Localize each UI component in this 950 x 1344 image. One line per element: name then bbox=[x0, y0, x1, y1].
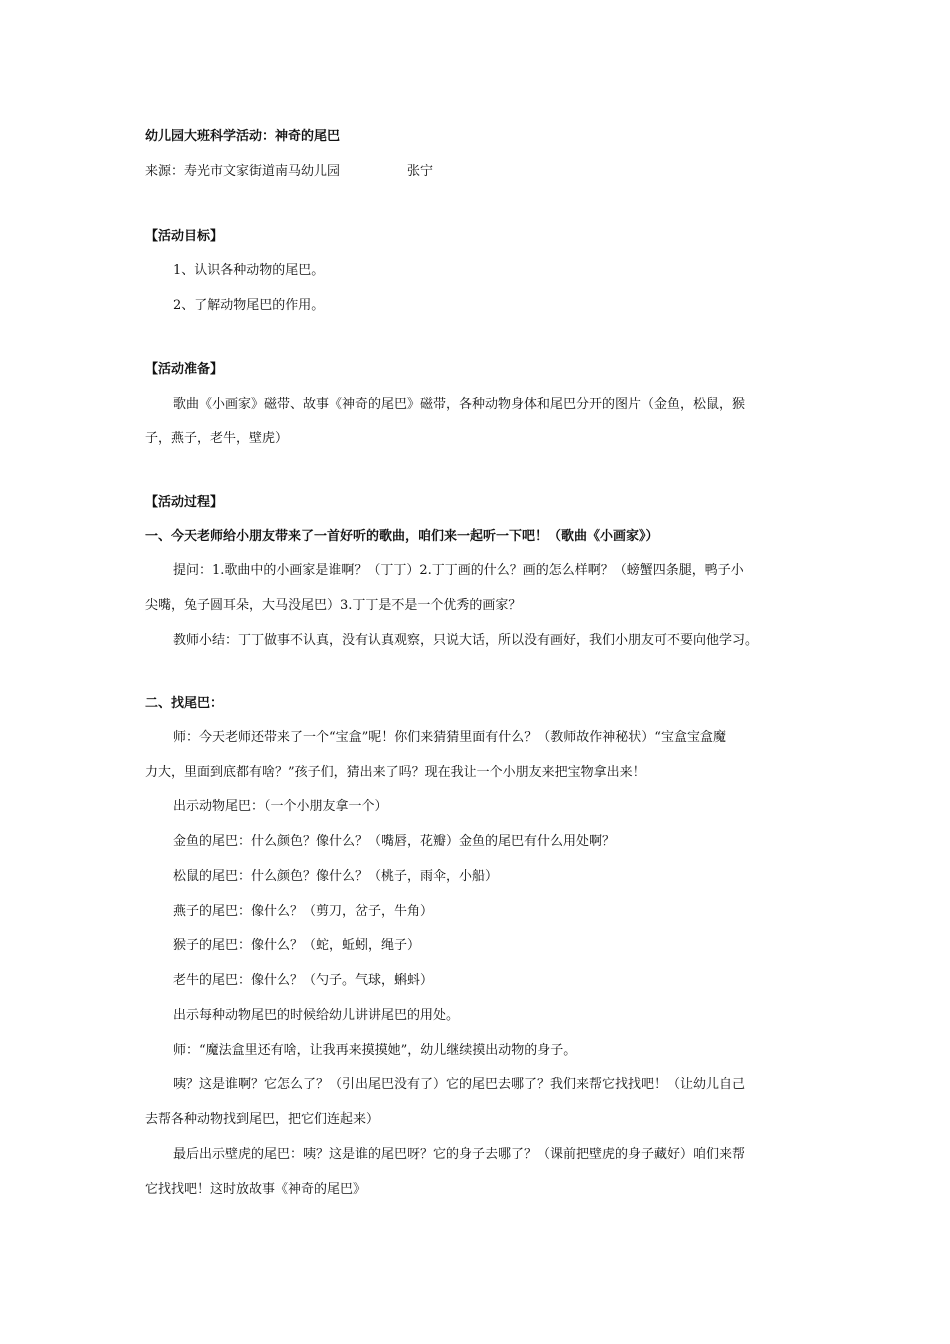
section-two-line: 松鼠的尾巴：什么颜色？像什么？（桃子，雨伞，小船） bbox=[173, 869, 499, 884]
goals-heading: 【活动目标】 bbox=[145, 229, 224, 244]
section-two-line: 猴子的尾巴：像什么？（蛇，蚯蚓，绳子） bbox=[173, 938, 421, 953]
process-heading: 【活动过程】 bbox=[145, 495, 224, 510]
preparation-text-line: 子，燕子，老牛，壁虎） bbox=[145, 431, 289, 446]
section-two-line: 金鱼的尾巴：什么颜色？像什么？（嘴唇，花瓣）金鱼的尾巴有什么用处啊？ bbox=[173, 834, 616, 849]
source-label: 来源：寿光市文家街道南马幼儿园 bbox=[145, 164, 341, 179]
section-two-line: 老牛的尾巴：像什么？（勺子。气球，蝌蚪） bbox=[173, 973, 434, 988]
section-two-line: 去帮各种动物找到尾巴，把它们连起来） bbox=[145, 1112, 380, 1127]
preparation-text-line: 歌曲《小画家》磁带、故事《神奇的尾巴》磁带，各种动物身体和尾巴分开的图片（金鱼，松鼠，猴 bbox=[173, 397, 746, 412]
section-one-line: 提问：1.歌曲中的小画家是谁啊？（丁丁）2.丁丁画的什么？画的怎么样啊？（螃蟹四条腿，鸭子小 bbox=[173, 563, 744, 578]
section-one-line: 教师小结：丁丁做事不认真，没有认真观察，只说大话，所以没有画好，我们小朋友可不要向他学习。 bbox=[173, 633, 759, 648]
source-line bbox=[145, 163, 434, 181]
goal-item: 1、认识各种动物的尾巴。 bbox=[173, 263, 325, 278]
section-two-line: 力大，里面到底都有啥？”孩子们，猜出来了吗？现在我让一个小朋友来把宝物拿出来！ bbox=[145, 765, 646, 780]
section-two-title: 二、找尾巴： bbox=[145, 696, 224, 711]
section-two-line: 师：“魔法盒里还有啥，让我再来摸摸她”，幼儿继续摸出动物的身子。 bbox=[173, 1043, 577, 1058]
section-two-line: 最后出示壁虎的尾巴：咦？这是谁的尾巴呀？它的身子去哪了？（课前把壁虎的身子藏好）咱们来帮 bbox=[173, 1147, 746, 1162]
author-name: 张宁 bbox=[407, 164, 434, 179]
section-one-line: 尖嘴，兔子圆耳朵，大马没尾巴）3.丁丁是不是一个优秀的画家？ bbox=[145, 598, 522, 613]
section-two-line: 师：今天老师还带来了一个“宝盒”呢！你们来猜猜里面有什么？（教师故作神秘状）“宝盒宝盒魔 bbox=[173, 730, 726, 745]
section-two-line: 咦？这是谁啊？它怎么了？（引出尾巴没有了）它的尾巴去哪了？我们来帮它找找吧！（让幼儿自己 bbox=[173, 1077, 746, 1092]
preparation-heading: 【活动准备】 bbox=[145, 362, 224, 377]
section-two-line: 燕子的尾巴：像什么？（剪刀，岔子，牛角） bbox=[173, 904, 434, 919]
document-title: 幼儿园大班科学活动：神奇的尾巴 bbox=[145, 129, 341, 144]
section-two-line: 出示动物尾巴：（一个小朋友拿一个） bbox=[173, 799, 388, 814]
section-two-line: 出示每种动物尾巴的时候给幼儿讲讲尾巴的用处。 bbox=[173, 1008, 460, 1023]
goal-item: 2、了解动物尾巴的作用。 bbox=[173, 298, 325, 313]
section-two-line: 它找找吧！这时放故事《神奇的尾巴》 bbox=[145, 1182, 367, 1197]
section-one-title: 一、今天老师给小朋友带来了一首好听的歌曲，咱们来一起听一下吧！（歌曲《小画家》） bbox=[145, 529, 659, 544]
